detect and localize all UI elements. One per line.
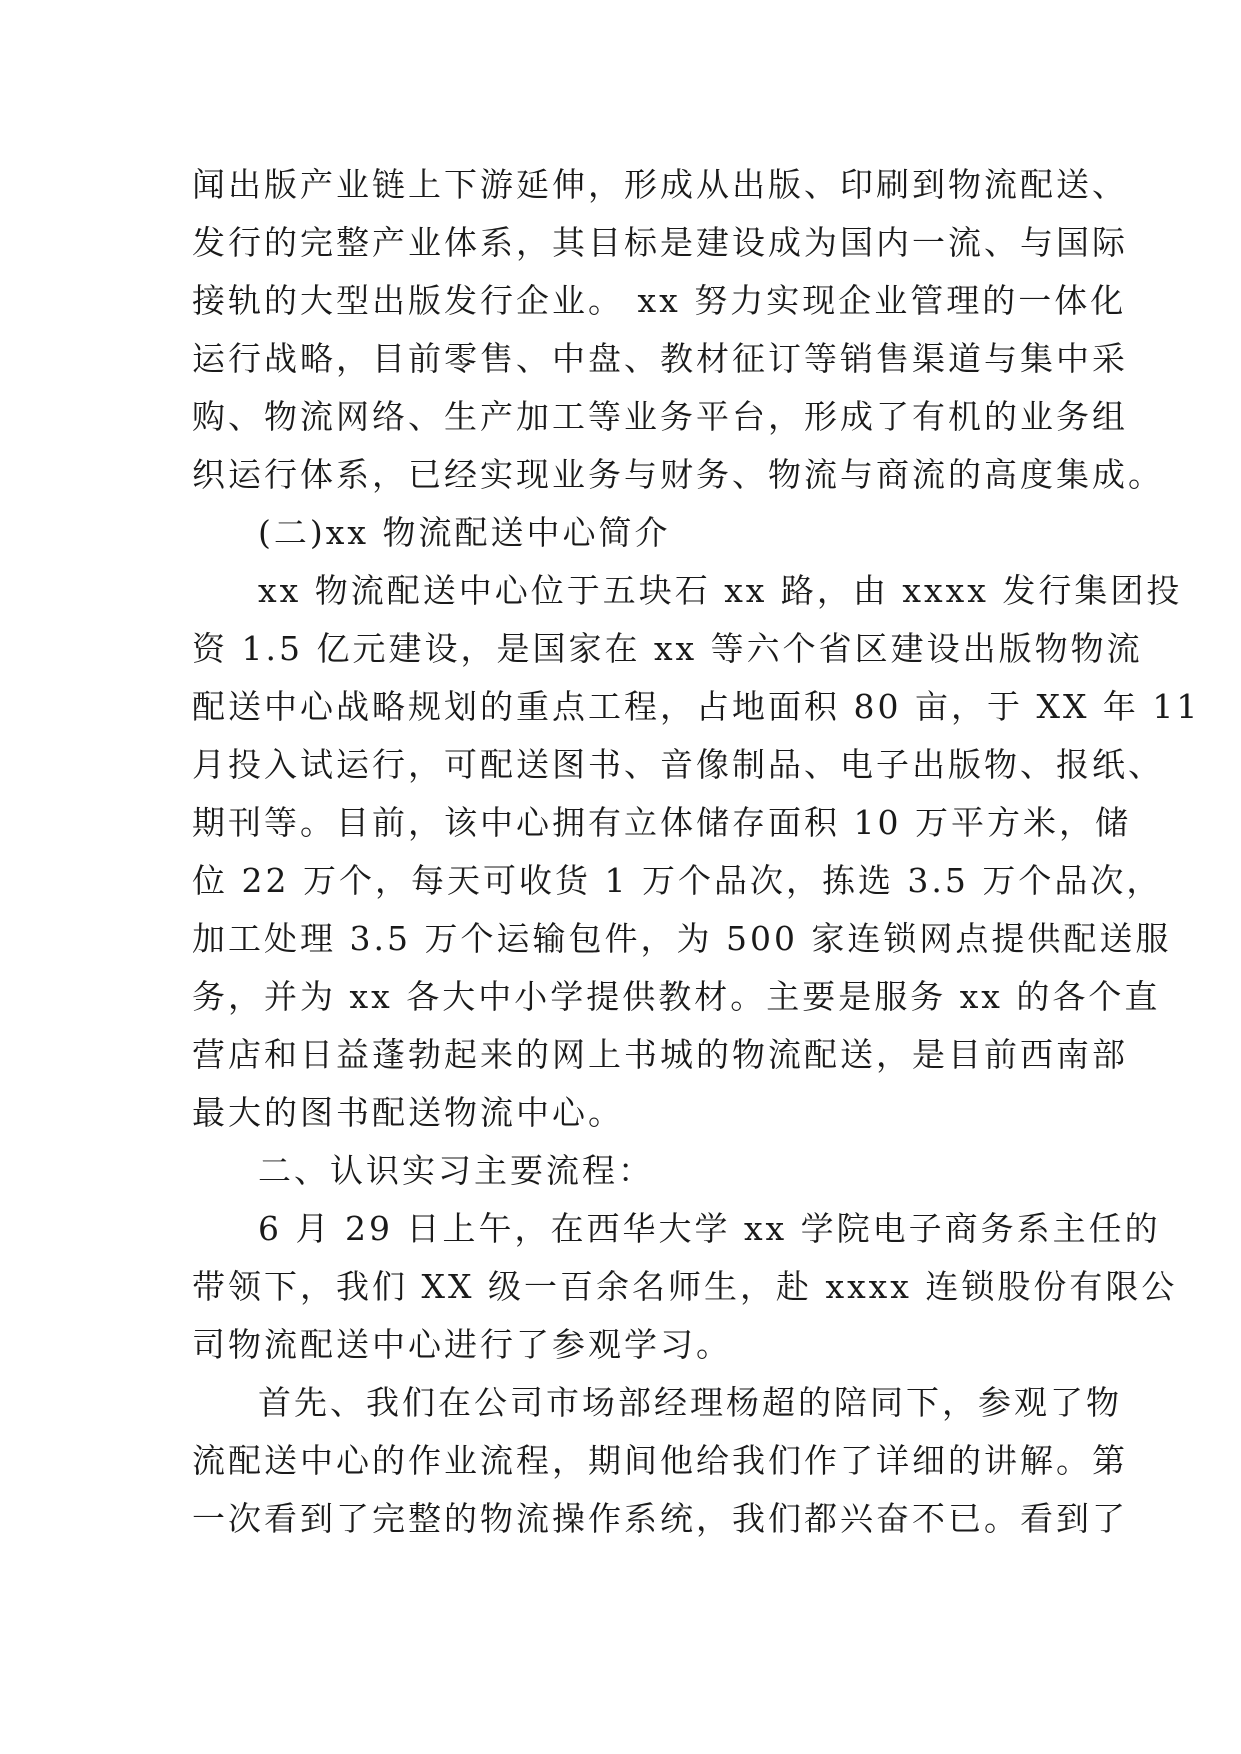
paragraph-visit-date xyxy=(192,1200,1178,1374)
section-heading: 二、认识实习主要流程： xyxy=(258,1151,654,1190)
text-line: 织运行体系，已经实现业务与财务、物流与商流的高度集成。 xyxy=(192,455,1164,494)
document-body xyxy=(192,156,1201,1548)
text-line: 位 22 万个，每天可收货 1 万个品次，拣选 3.5 万个品次， xyxy=(192,861,1163,900)
paragraph-center-intro xyxy=(192,562,1201,1142)
text-line: 配送中心战略规划的重点工程，占地面积 80 亩，于 XX 年 11 xyxy=(192,687,1201,726)
text-line: 务，并为 xx 各大中小学提供教材。主要是服务 xx 的各个直 xyxy=(192,977,1161,1016)
text-line: 带领下，我们 XX 级一百余名师生，赴 xxxx 连锁股份有限公 xyxy=(192,1267,1178,1306)
text-line: 资 1.5 亿元建设，是国家在 xx 等六个省区建设出版物物流 xyxy=(192,629,1143,668)
text-line: 运行战略，目前零售、中盘、教材征订等销售渠道与集中采 xyxy=(192,339,1128,378)
text-line: 营店和日益蓬勃起来的网上书城的物流配送，是目前西南部 xyxy=(192,1035,1128,1074)
text-line: 一次看到了完整的物流操作系统，我们都兴奋不已。看到了 xyxy=(192,1499,1128,1538)
text-line: 司物流配送中心进行了参观学习。 xyxy=(192,1325,732,1364)
text-line: xx 物流配送中心位于五块石 xx 路，由 xxxx 发行集团投 xyxy=(258,571,1183,610)
text-line: 最大的图书配送物流中心。 xyxy=(192,1093,624,1132)
text-line: 闻出版产业链上下游延伸，形成从出版、印刷到物流配送、 xyxy=(192,165,1128,204)
paragraph-industry-chain xyxy=(192,156,1164,504)
subsection-heading: (二)xx 物流配送中心简介 xyxy=(258,513,671,552)
text-line: 6 月 29 日上午，在西华大学 xx 学院电子商务系主任的 xyxy=(258,1209,1161,1248)
text-line: 加工处理 3.5 万个运输包件，为 500 家连锁网点提供配送服 xyxy=(192,919,1172,958)
text-line: 首先、我们在公司市场部经理杨超的陪同下，参观了物 xyxy=(258,1383,1122,1422)
text-line: 接轨的大型出版发行企业。 xx 努力实现企业管理的一体化 xyxy=(192,281,1127,320)
text-line: 购、物流网络、生产加工等业务平台，形成了有机的业务组 xyxy=(192,397,1128,436)
text-line: 发行的完整产业体系，其目标是建设成为国内一流、与国际 xyxy=(192,223,1128,262)
text-line: 期刊等。目前，该中心拥有立体储存面积 10 万平方米，储 xyxy=(192,803,1131,842)
text-line: 月投入试运行，可配送图书、音像制品、电子出版物、报纸、 xyxy=(192,745,1164,784)
text-line: 流配送中心的作业流程，期间他给我们作了详细的讲解。第 xyxy=(192,1441,1128,1480)
paragraph-tour xyxy=(192,1374,1128,1548)
